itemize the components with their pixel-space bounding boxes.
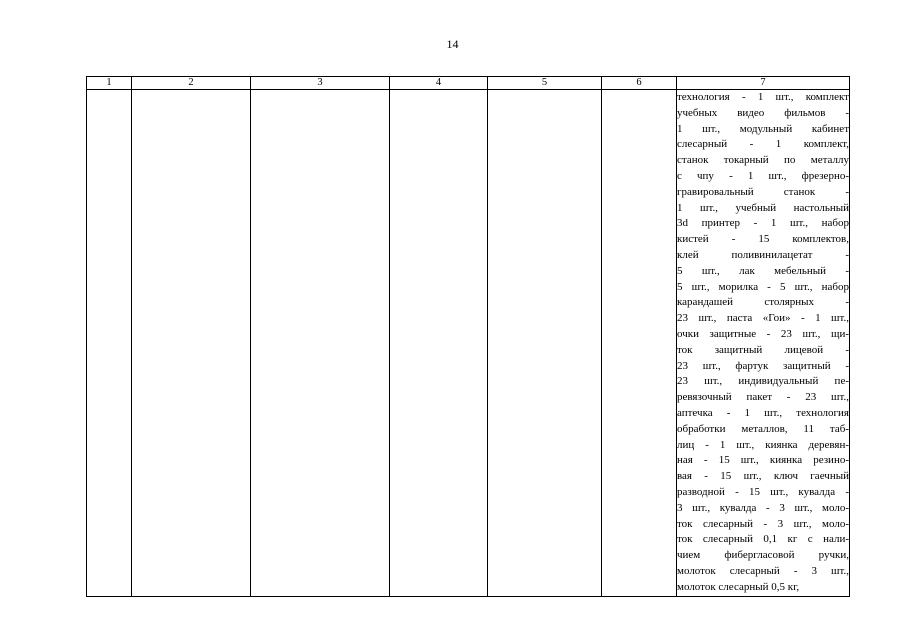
table-cell-col1 bbox=[87, 90, 132, 597]
column-header-4: 4 bbox=[390, 77, 488, 90]
equipment-text-line: молоток слесарный 0,5 кг, bbox=[677, 580, 800, 593]
equipment-text-line: гравировальный станок - bbox=[677, 185, 849, 198]
column-header-2: 2 bbox=[132, 77, 251, 90]
column-header-6: 6 bbox=[602, 77, 677, 90]
equipment-text-line: ная - 15 шт., киянка резино- bbox=[677, 454, 849, 467]
equipment-text-line: 3 шт., кувалда - 3 шт., моло- bbox=[677, 501, 849, 514]
table-header-row bbox=[87, 77, 850, 90]
equipment-text-line: слесарный - 1 комплект, bbox=[677, 138, 849, 151]
equipment-text-line: обработки металлов, 11 таб- bbox=[677, 422, 849, 435]
equipment-text-line: 1 шт., учебный настольный bbox=[677, 201, 849, 214]
equipment-text-line: 5 шт., морилка - 5 шт., набор bbox=[677, 280, 849, 293]
page-number: 14 bbox=[446, 37, 459, 51]
table-cell-col6 bbox=[602, 90, 677, 597]
equipment-text-line: ток защитный лицевой - bbox=[677, 343, 849, 356]
equipment-text-line: 5 шт., лак мебельный - bbox=[677, 264, 849, 277]
equipment-text-line: вая - 15 шт., ключ гаечный bbox=[677, 470, 849, 483]
equipment-text-line: 3d принтер - 1 шт., набор bbox=[677, 217, 849, 230]
equipment-text-line: кистей - 15 комплектов, bbox=[677, 233, 849, 246]
column-header-7: 7 bbox=[677, 77, 850, 90]
equipment-text-line: 23 шт., паста «Гои» - 1 шт., bbox=[677, 312, 849, 325]
equipment-text-line: с чпу - 1 шт., фрезерно- bbox=[677, 169, 849, 182]
equipment-text-line: 23 шт., индивидуальный пе- bbox=[677, 375, 849, 388]
equipment-text-line: 1 шт., модульный кабинет bbox=[677, 122, 849, 135]
equipment-text-line: лиц - 1 шт., киянка деревян- bbox=[677, 438, 849, 451]
column-header-1: 1 bbox=[87, 77, 132, 90]
table-cell-col5 bbox=[488, 90, 602, 597]
equipment-text-line: чием фибергласовой ручки, bbox=[677, 549, 849, 562]
equipment-text-line: клей поливинилацетат - bbox=[677, 248, 849, 261]
equipment-text-line: ток слесарный 0,1 кг с нали- bbox=[677, 533, 849, 546]
equipment-text-line: очки защитные - 23 шт., щи- bbox=[677, 327, 849, 340]
equipment-text-line: аптечка - 1 шт., технология bbox=[677, 406, 849, 419]
equipment-text-line: учебных видео фильмов - bbox=[677, 106, 849, 119]
equipment-text-line: станок токарный по металлу bbox=[677, 154, 849, 167]
equipment-table bbox=[86, 76, 850, 597]
equipment-text-line: 23 шт., фартук защитный - bbox=[677, 359, 849, 372]
equipment-text-line: молоток слесарный - 3 шт., bbox=[677, 564, 849, 577]
column-header-5: 5 bbox=[488, 77, 602, 90]
column-header-3: 3 bbox=[251, 77, 390, 90]
table-cell-col7-equipment-list bbox=[677, 90, 850, 597]
equipment-text-line: карандашей столярных - bbox=[677, 296, 849, 309]
table-row bbox=[87, 90, 850, 597]
table-cell-col3 bbox=[251, 90, 390, 597]
table-cell-col2 bbox=[132, 90, 251, 597]
equipment-text-line: ревязочный пакет - 23 шт., bbox=[677, 391, 849, 404]
equipment-text-line: технология - 1 шт., комплект bbox=[677, 91, 849, 103]
equipment-text-line: разводной - 15 шт., кувалда - bbox=[677, 485, 849, 498]
table-cell-col4 bbox=[390, 90, 488, 597]
equipment-text-line: ток слесарный - 3 шт., моло- bbox=[677, 517, 849, 530]
